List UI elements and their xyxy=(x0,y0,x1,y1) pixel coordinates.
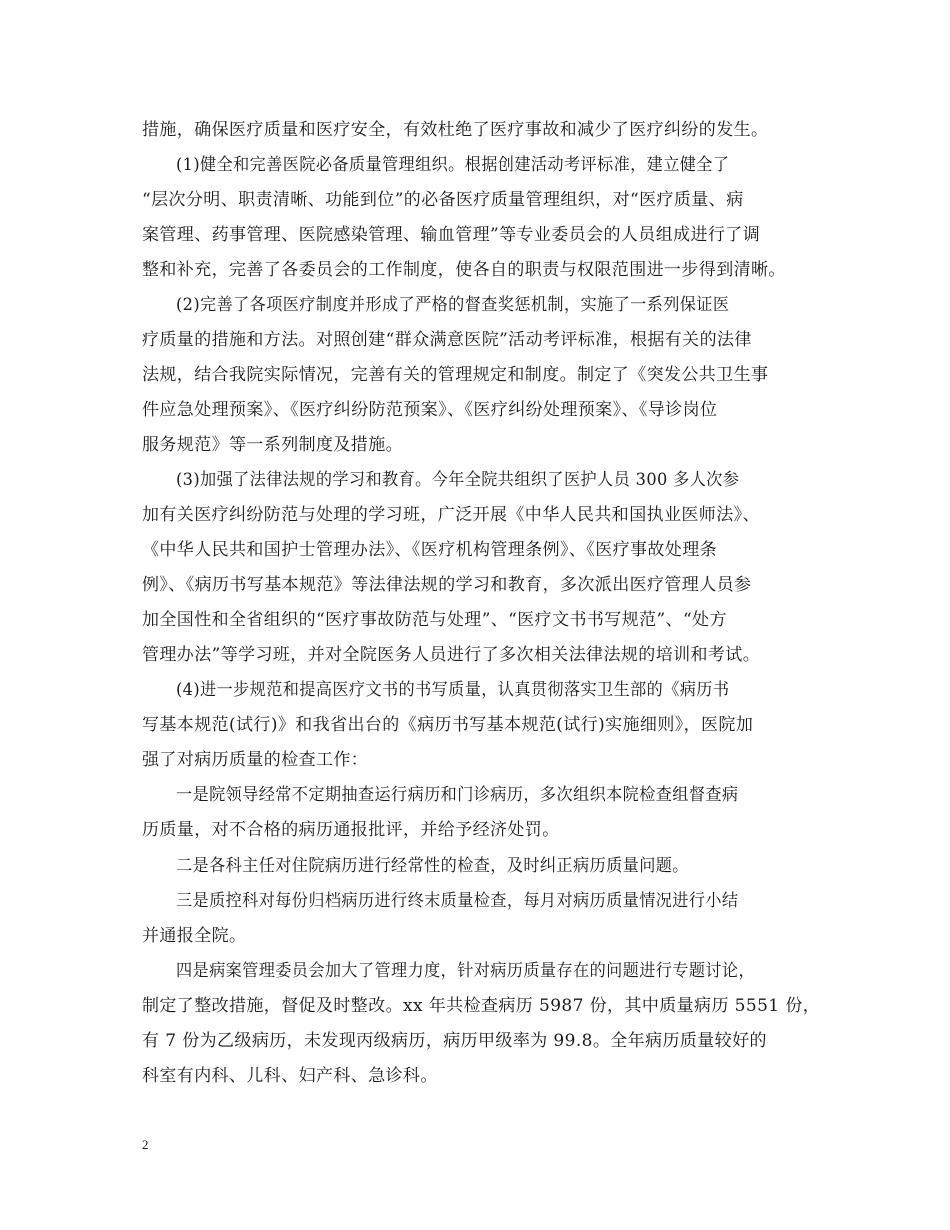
text-line: 疗质量的措施和方法。对照创建“群众满意医院”活动考评标准，根据有关的法律 xyxy=(142,330,752,350)
text-line: 加全国性和全省组织的“医疗事故防范与处理”、“医疗文书书写规范”、“处方 xyxy=(142,610,727,630)
text-line: 科室有内科、儿科、妇产科、急诊科。 xyxy=(142,1066,438,1086)
text-line: 加有关医疗纠纷防范与处理的学习班，广泛开展《中华人民共和国执业医师法》、 xyxy=(142,505,760,525)
text-line: 法规，结合我院实际情况，完善有关的管理规定和制度。制定了《突发公共卫生事 xyxy=(142,365,769,385)
text-line: (1)健全和完善医院必备质量管理组织。根据创建活动考评标准，建立健全了 xyxy=(176,155,730,175)
text-line: 强了对病历质量的检查工作： xyxy=(142,750,369,770)
text-line: (2)完善了各项医疗制度并形成了严格的督查奖惩机制，实施了一系列保证医 xyxy=(176,295,730,315)
text-line: 并通报全院。 xyxy=(142,926,247,946)
text-line: (3)加强了法律法规的学习和教育。今年全院共组织了医护人员 300 多人次参 xyxy=(176,470,740,490)
text-line: 件应急处理预案》、《医疗纠纷防范预案》、《医疗纠纷处理预案》、《导诊岗位 xyxy=(142,400,718,420)
text-line: “层次分明、职责清晰、功能到位”的必备医疗质量管理组织，对“医疗质量、病 xyxy=(142,190,744,210)
text-line: 二是各科主任对住院病历进行经常性的检查，及时纠正病历质量问题。 xyxy=(176,856,689,876)
text-line: 三是质控科对每份归档病历进行终末质量检查，每月对病历质量情况进行小结 xyxy=(176,891,739,911)
text-line: 例》、《病历书写基本规范》等法律法规的学习和教育，多次派出医疗管理人员参 xyxy=(142,575,752,595)
page-number: 2 xyxy=(142,1137,149,1152)
text-line: 措施，确保医疗质量和医疗安全，有效杜绝了医疗事故和减少了医疗纠纷的发生。 xyxy=(142,120,769,140)
text-line: 四是病案管理委员会加大了管理力度，针对病历质量存在的问题进行专题讨论， xyxy=(176,961,755,981)
text-line: 历质量，对不合格的病历通报批评，并给予经济处罚。 xyxy=(142,820,560,840)
text-line: (4)进一步规范和提高医疗文书的书写质量，认真贯彻落实卫生部的《病历书 xyxy=(176,680,730,700)
text-line: 一是院领导经常不定期抽查运行病历和门诊病历，多次组织本院检查组督查病 xyxy=(176,785,739,805)
text-line: 管理办法”等学习班，并对全院医务人员进行了多次相关法律法规的培训和考试。 xyxy=(142,645,761,665)
text-line: 有 7 份为乙级病历，未发现丙级病历，病历甲级率为 99.8。全年病历质量较好的 xyxy=(142,1031,767,1051)
text-line: 服务规范》等一系列制度及措施。 xyxy=(142,435,403,455)
text-line: 《中华人民共和国护士管理办法》、《医疗机构管理条例》、《医疗事故处理条 xyxy=(142,540,717,560)
text-line: 案管理、药事管理、医院感染管理、输血管理”等专业委员会的人员组成进行了调 xyxy=(142,225,761,245)
text-line: 整和补充，完善了各委员会的工作制度，使各自的职责与权限范围进一步得到清晰。 xyxy=(142,260,786,280)
text-line: 写基本规范(试行)》和我省出台的《病历书写基本规范(试行)实施细则》，医院加 xyxy=(142,715,754,735)
text-line: 制定了整改措施，督促及时整改。xx 年共检查病历 5987 份，其中质量病历 5551 份， xyxy=(142,996,821,1016)
